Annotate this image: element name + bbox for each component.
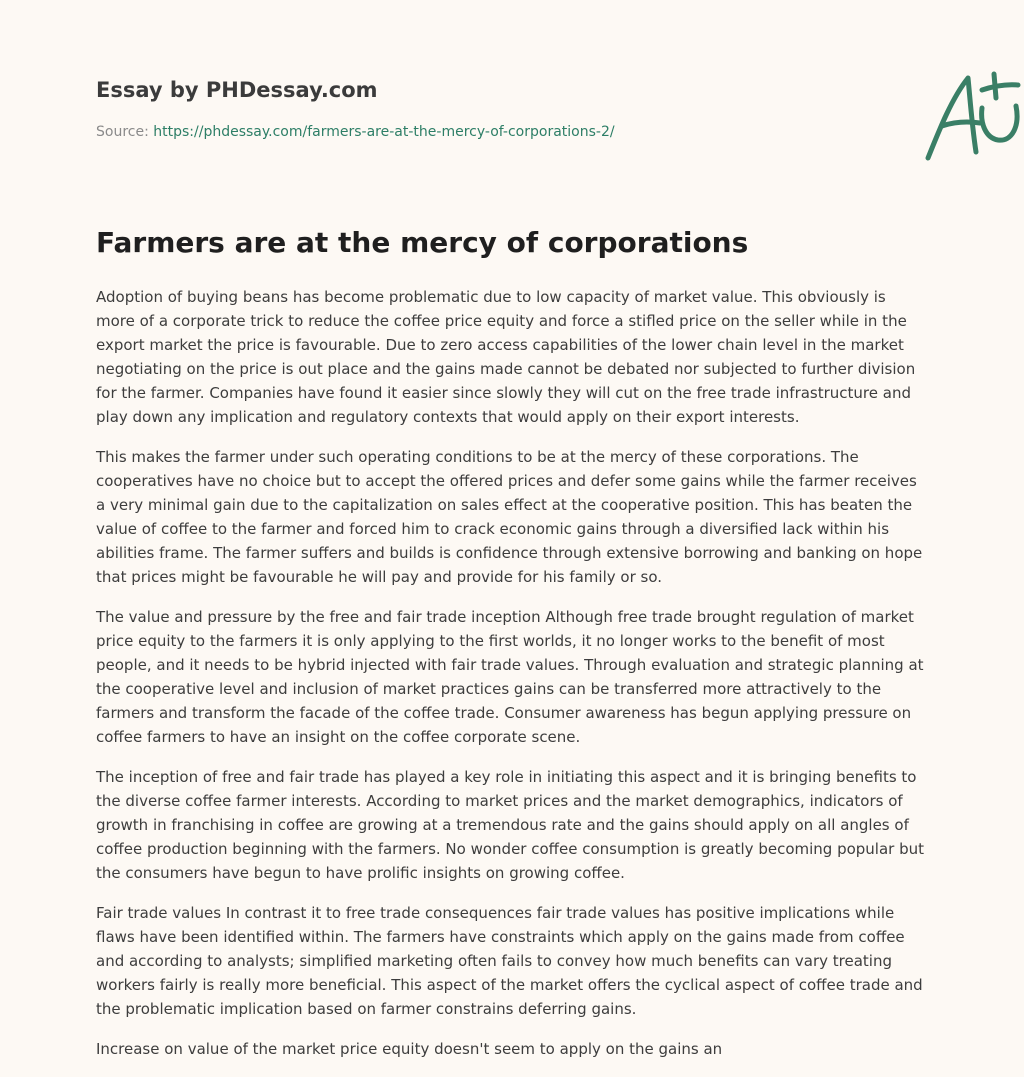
- paragraph: This makes the farmer under such operating conditions to be at the mercy of these corporations. The cooperatives have no choice but to accept the offered prices and defer some gains while the farmer receives a very minimal gain due to the capitalization on sales effect at the cooperative position. This has beaten the value of coffee to the farmer and forced him to crack economic gains through a diversified lack within his abilities frame. The farmer suffers and builds is confidence through extensive borrowing and banking on hope that prices might be favourable he will pay and provide for his family or so.: [96, 448, 923, 586]
- source-line: [96, 124, 615, 140]
- essay-body: [96, 285, 928, 1077]
- a-plus-logo-icon: [920, 68, 1024, 164]
- essay-title: Farmers are at the mercy of corporations: [96, 226, 749, 259]
- paragraph: The inception of free and fair trade has played a key role in initiating this aspect and it is bringing benefits to the diverse coffee farmer interests. According to market prices and the market demographics, indicators of growth in franchising in coffee are growing at a tremendous rate and the gains should apply on all angles of coffee production beginning with the farmers. No wonder coffee consumption is greatly becoming popular but the consumers have begun to have prolific insights on growing coffee.: [96, 768, 925, 882]
- source-label: Source:: [96, 124, 154, 140]
- paragraph: The value and pressure by the free and fair trade inception Although free trade brought regulation of market price equity to the farmers it is only applying to the first worlds, it no longer works to the benefit of most people, and it needs to be hybrid injected with fair trade values. Through evaluation and strategic planning at the cooperative level and inclusion of market practices gains can be transferred more attractively to the farmers and transform the facade of the coffee trade. Consumer awareness has begun applying pressure on coffee farmers to have an insight on the coffee corporate scene.: [96, 608, 924, 746]
- paragraph: Fair trade values In contrast it to free trade consequences fair trade values has positive implications while flaws have been identified within. The farmers have constraints which apply on the gains made from coffee and according to analysts; simplified marketing often fails to convey how much benefits can vary treating workers fairly is really more beneficial. This aspect of the market offers the cyclical aspect of coffee trade and the problematic implication based on farmer constrains deferring gains.: [96, 904, 923, 1018]
- paragraph: Increase on value of the market price equity doesn't seem to apply on the gains an: [96, 1040, 723, 1058]
- brand-title: Essay by PHDessay.com: [96, 78, 378, 102]
- paragraph: Adoption of buying beans has become problematic due to low capacity of market value. This obviously is more of a corporate trick to reduce the coffee price equity and force a stifled price on the seller while in the export market the price is favourable. Due to zero access capabilities of the lower chain level in the market negotiating on the price is out place and the gains made cannot be debated nor subjected to further division for the farmer. Companies have found it easier since slowly they will cut on the free trade infrastructure and play down any implication and regulatory contexts that would apply on their export interests.: [96, 288, 916, 426]
- source-link[interactable]: https://phdessay.com/farmers-are-at-the-mercy-of-corporations-2/: [153, 124, 615, 140]
